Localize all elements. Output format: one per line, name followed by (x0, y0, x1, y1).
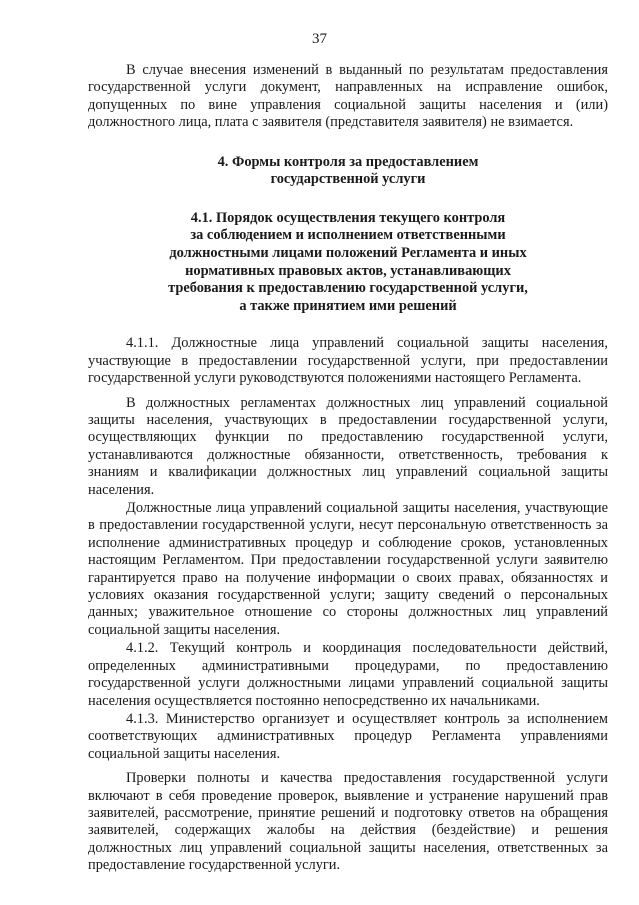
section-heading (88, 154, 608, 189)
subsection-heading (88, 210, 608, 316)
subsection-heading-line: за соблюдением и исполнением ответственными (190, 227, 506, 244)
intro-paragraph: В случае внесения изменений в выданный по результатам предоставления государственной услуги документ, направленных на исправление ошибок, допущенных по вине управления социальной защиты населения и (или) должностного лица, плата с заявителя (представителя заявителя) не взимается. (88, 62, 608, 131)
section-heading-line: 4. Формы контроля за предоставлением (217, 153, 479, 170)
subsection-heading-line: а также принятием ими решений (239, 297, 457, 314)
subsection-heading-line: должностными лицами положений Регламента и иных (169, 245, 527, 261)
subsection-heading-line: требования к предоставлению государственной услуги, (168, 280, 528, 297)
subsection-heading-line: 4.1. Порядок осуществления текущего контроля (190, 209, 506, 226)
subsection-heading-line: нормативных правовых актов, устанавливающих (185, 262, 511, 279)
page-number: 37 (312, 31, 327, 47)
paragraph-4-1-2: 4.1.2. Текущий контроль и координация последовательности действий, определенных административными процедурами, по предоставлению государственной услуги должностными лицами управлений социальной защиты населения осуществляется постоянно непосредственно их начальниками. (88, 640, 608, 709)
paragraph-checks: Проверки полноты и качества предоставления государственной услуги включают в себя проведение проверок, выявление и устранение нарушений прав заявителей, рассмотрение, принятие решений и подготовку ответов на обращения заявителей, содержащих жалобы на действия (бездействие) и решения должностных лиц управлений социальной защиты населения, ответственных за предоставление государственной услуги. (88, 770, 608, 874)
document-body (88, 62, 608, 875)
paragraph-responsibility: Должностные лица управлений социальной защиты населения, участвующие в предоставлении государственной услуги, несут персональную ответственность за исполнение административных процедур и соблюдение сроков, установленных настоящим Регламентом. При предоставлении государственной услуги заявителю гарантируется право на получение информации о своих правах, обязанностях и условиях оказания государственной услуги; защиту сведений о персональных данных; уважительное отношение со стороны должностных лиц управлений социальной защиты населения. (88, 500, 608, 638)
paragraph-job-regulations: В должностных регламентах должностных лиц управлений социальной защиты населения, участвующих в предоставлении государственной услуги, осуществляющих функции по предоставлению государственной услуги, устанавливаются должностные обязанности, ответственность, требования к знаниям и квалификации должностных лиц управлений социальной защиты населения. (88, 394, 608, 498)
paragraph-4-1-1: 4.1.1. Должностные лица управлений социальной защиты населения, участвующие в предоставлении государственной услуги, при предоставлении государственной услуги руководствуются положениями настоящего Регламента. (88, 335, 608, 387)
section-heading-line: государственной услуги (270, 171, 426, 188)
paragraph-4-1-3: 4.1.3. Министерство организует и осуществляет контроль за исполнением соответствующих административных процедур Регламента управлениями социальной защиты населения. (88, 710, 608, 762)
